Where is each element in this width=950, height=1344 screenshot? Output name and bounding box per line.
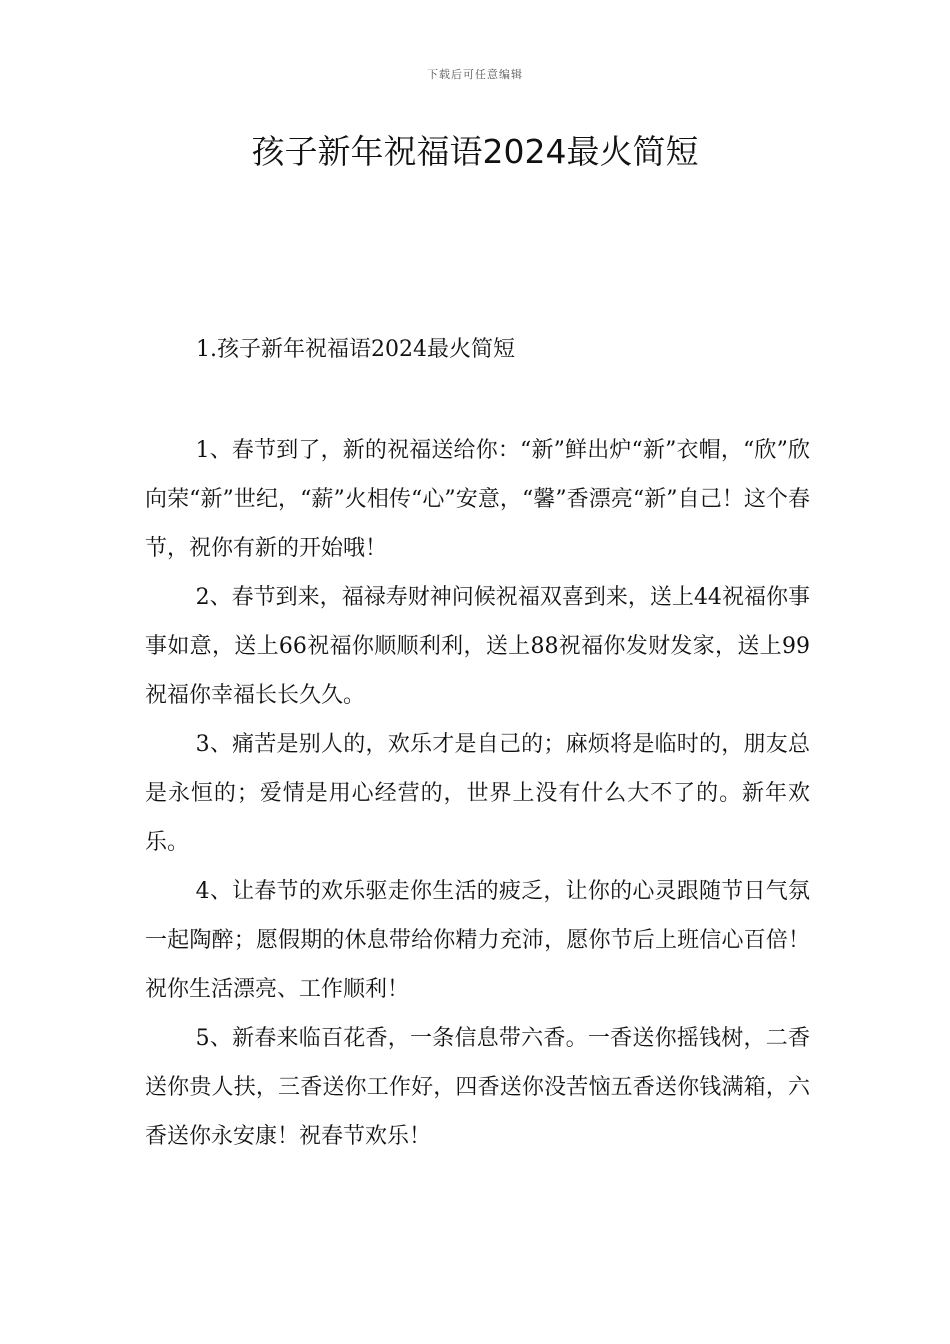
body-text — [145, 426, 810, 1161]
paragraph-5: 5、新春来临百花香，一条信息带六香。一香送你摇钱树，二香送你贵人扶，三香送你工作好，四香送你没苦恼五香送你钱满箱，六香送你永安康！祝春节欢乐！ — [145, 1026, 810, 1149]
section-heading: 1.孩子新年祝福语2024最火简短 — [196, 337, 515, 362]
paragraph-3: 3、痛苦是别人的，欢乐才是自己的；麻烦将是临时的，朋友总是永恒的；爱情是用心经营的，世界上没有什么大不了的。新年欢乐。 — [145, 732, 810, 855]
paragraph-2: 2、春节到来，福禄寿财神问候祝福双喜到来，送上44祝福你事事如意，送上66祝福你顺顺利利，送上88祝福你发财发家，送上99祝福你幸福长长久久。 — [145, 585, 810, 708]
paragraph-4: 4、让春节的欢乐驱走你生活的疲乏，让你的心灵跟随节日气氛一起陶醉；愿假期的休息带给你精力充沛，愿你节后上班信心百倍！祝你生活漂亮、工作顺利！ — [145, 879, 810, 1002]
paragraph-1: 1、春节到了，新的祝福送给你：“新”鲜出炉“新”衣帽，“欣”欣向荣“新”世纪，“薪”火相传“心”安意，“馨”香漂亮“新”自己！这个春节，祝你有新的开始哦！ — [145, 438, 810, 561]
document-title: 孩子新年祝福语2024最火简短 — [251, 132, 699, 171]
header-note: 下载后可任意编辑 — [427, 68, 523, 81]
